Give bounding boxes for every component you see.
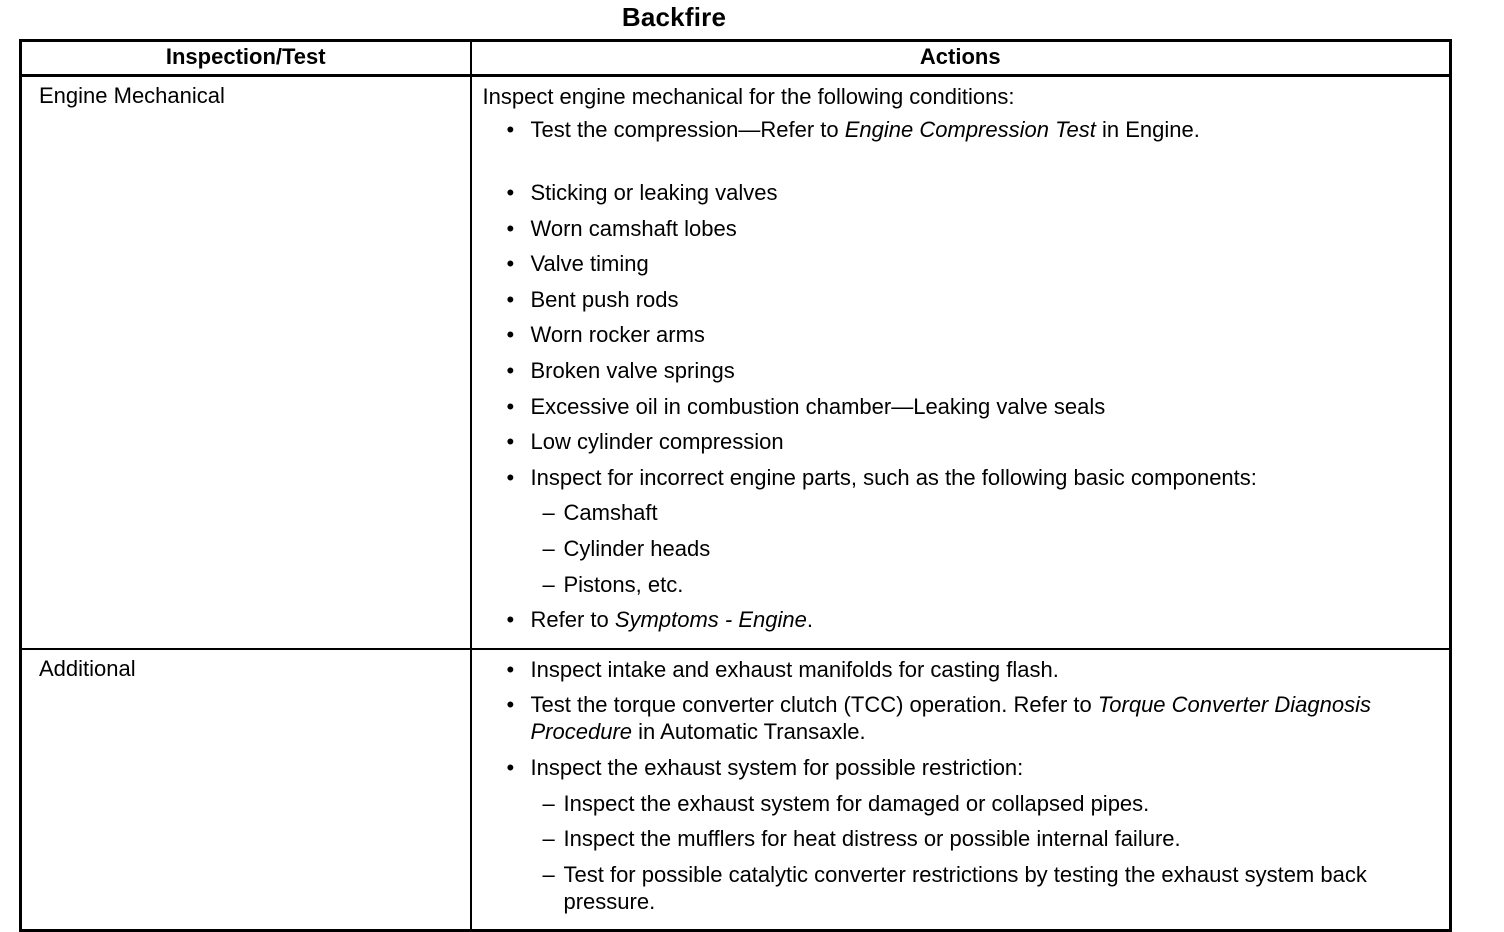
list-item: • Broken valve springs [507,357,1440,384]
list-item [507,754,1440,915]
sub-list [531,499,1440,597]
actions-intro: Inspect engine mechanical for the following conditions: [482,84,1015,109]
list-item [507,464,1440,598]
item-text: Refer to [530,607,615,633]
diagnostic-table [19,39,1452,932]
item-text: in Engine. [1095,117,1200,142]
table-header-row [21,41,1451,76]
action-list [483,116,1440,633]
reference-link-text: Symptoms - Engine [614,607,807,633]
sub-list-item: – Camshaft [543,499,1440,526]
column-header-actions: Actions [471,41,1451,76]
sub-list-item: – Inspect the exhaust system for damaged or collapsed pipes. [543,790,1440,817]
sub-list-item: – Pistons, etc. [543,571,1440,598]
item-text: Inspect the exhaust system for possible restriction: [530,754,1024,780]
list-item [507,606,1440,633]
table-row [21,76,1451,649]
list-item [507,691,1440,745]
list-item: • Low cylinder compression [507,428,1440,455]
list-item: • Sticking or leaking valves [507,179,1440,206]
sub-list-item: – Inspect the mufflers for heat distress or possible internal failure. [543,825,1440,852]
list-item: • Valve timing [507,250,1440,277]
page-title: Backfire [621,2,727,32]
list-item: • Worn camshaft lobes [507,215,1440,242]
reference-link-text: Engine Compression Test [844,117,1096,142]
list-item: • Bent push rods [507,286,1440,313]
actions-cell [471,649,1451,931]
sub-list [531,790,1440,915]
item-text: Test the compression—Refer to [530,117,845,142]
row-label-engine-mechanical: Engine Mechanical [21,76,471,649]
column-header-inspection: Inspection/Test [21,41,471,76]
table-row [21,649,1451,931]
reference-link-text: Torque Converter Diagnosis Procedure [530,692,1371,745]
sub-list-item: – Test for possible catalytic converter restrictions by testing the exhaust system back pressure. [543,861,1440,915]
list-item: • Excessive oil in combustion chamber—Leaking valve seals [507,393,1440,420]
list-item [507,116,1440,143]
row-label-additional: Additional [21,649,471,931]
actions-cell [471,76,1451,649]
list-item: • Inspect intake and exhaust manifolds for casting flash. [507,656,1440,683]
item-text: Inspect for incorrect engine parts, such as the following basic components: [530,464,1257,490]
list-item: • Worn rocker arms [507,321,1440,348]
sub-list-item: – Cylinder heads [543,535,1440,562]
item-text: in Automatic Transaxle. [632,719,866,745]
item-text: . [806,607,813,633]
action-list [483,656,1440,915]
item-text: Test the torque converter clutch (TCC) operation. Refer to [530,692,1098,718]
